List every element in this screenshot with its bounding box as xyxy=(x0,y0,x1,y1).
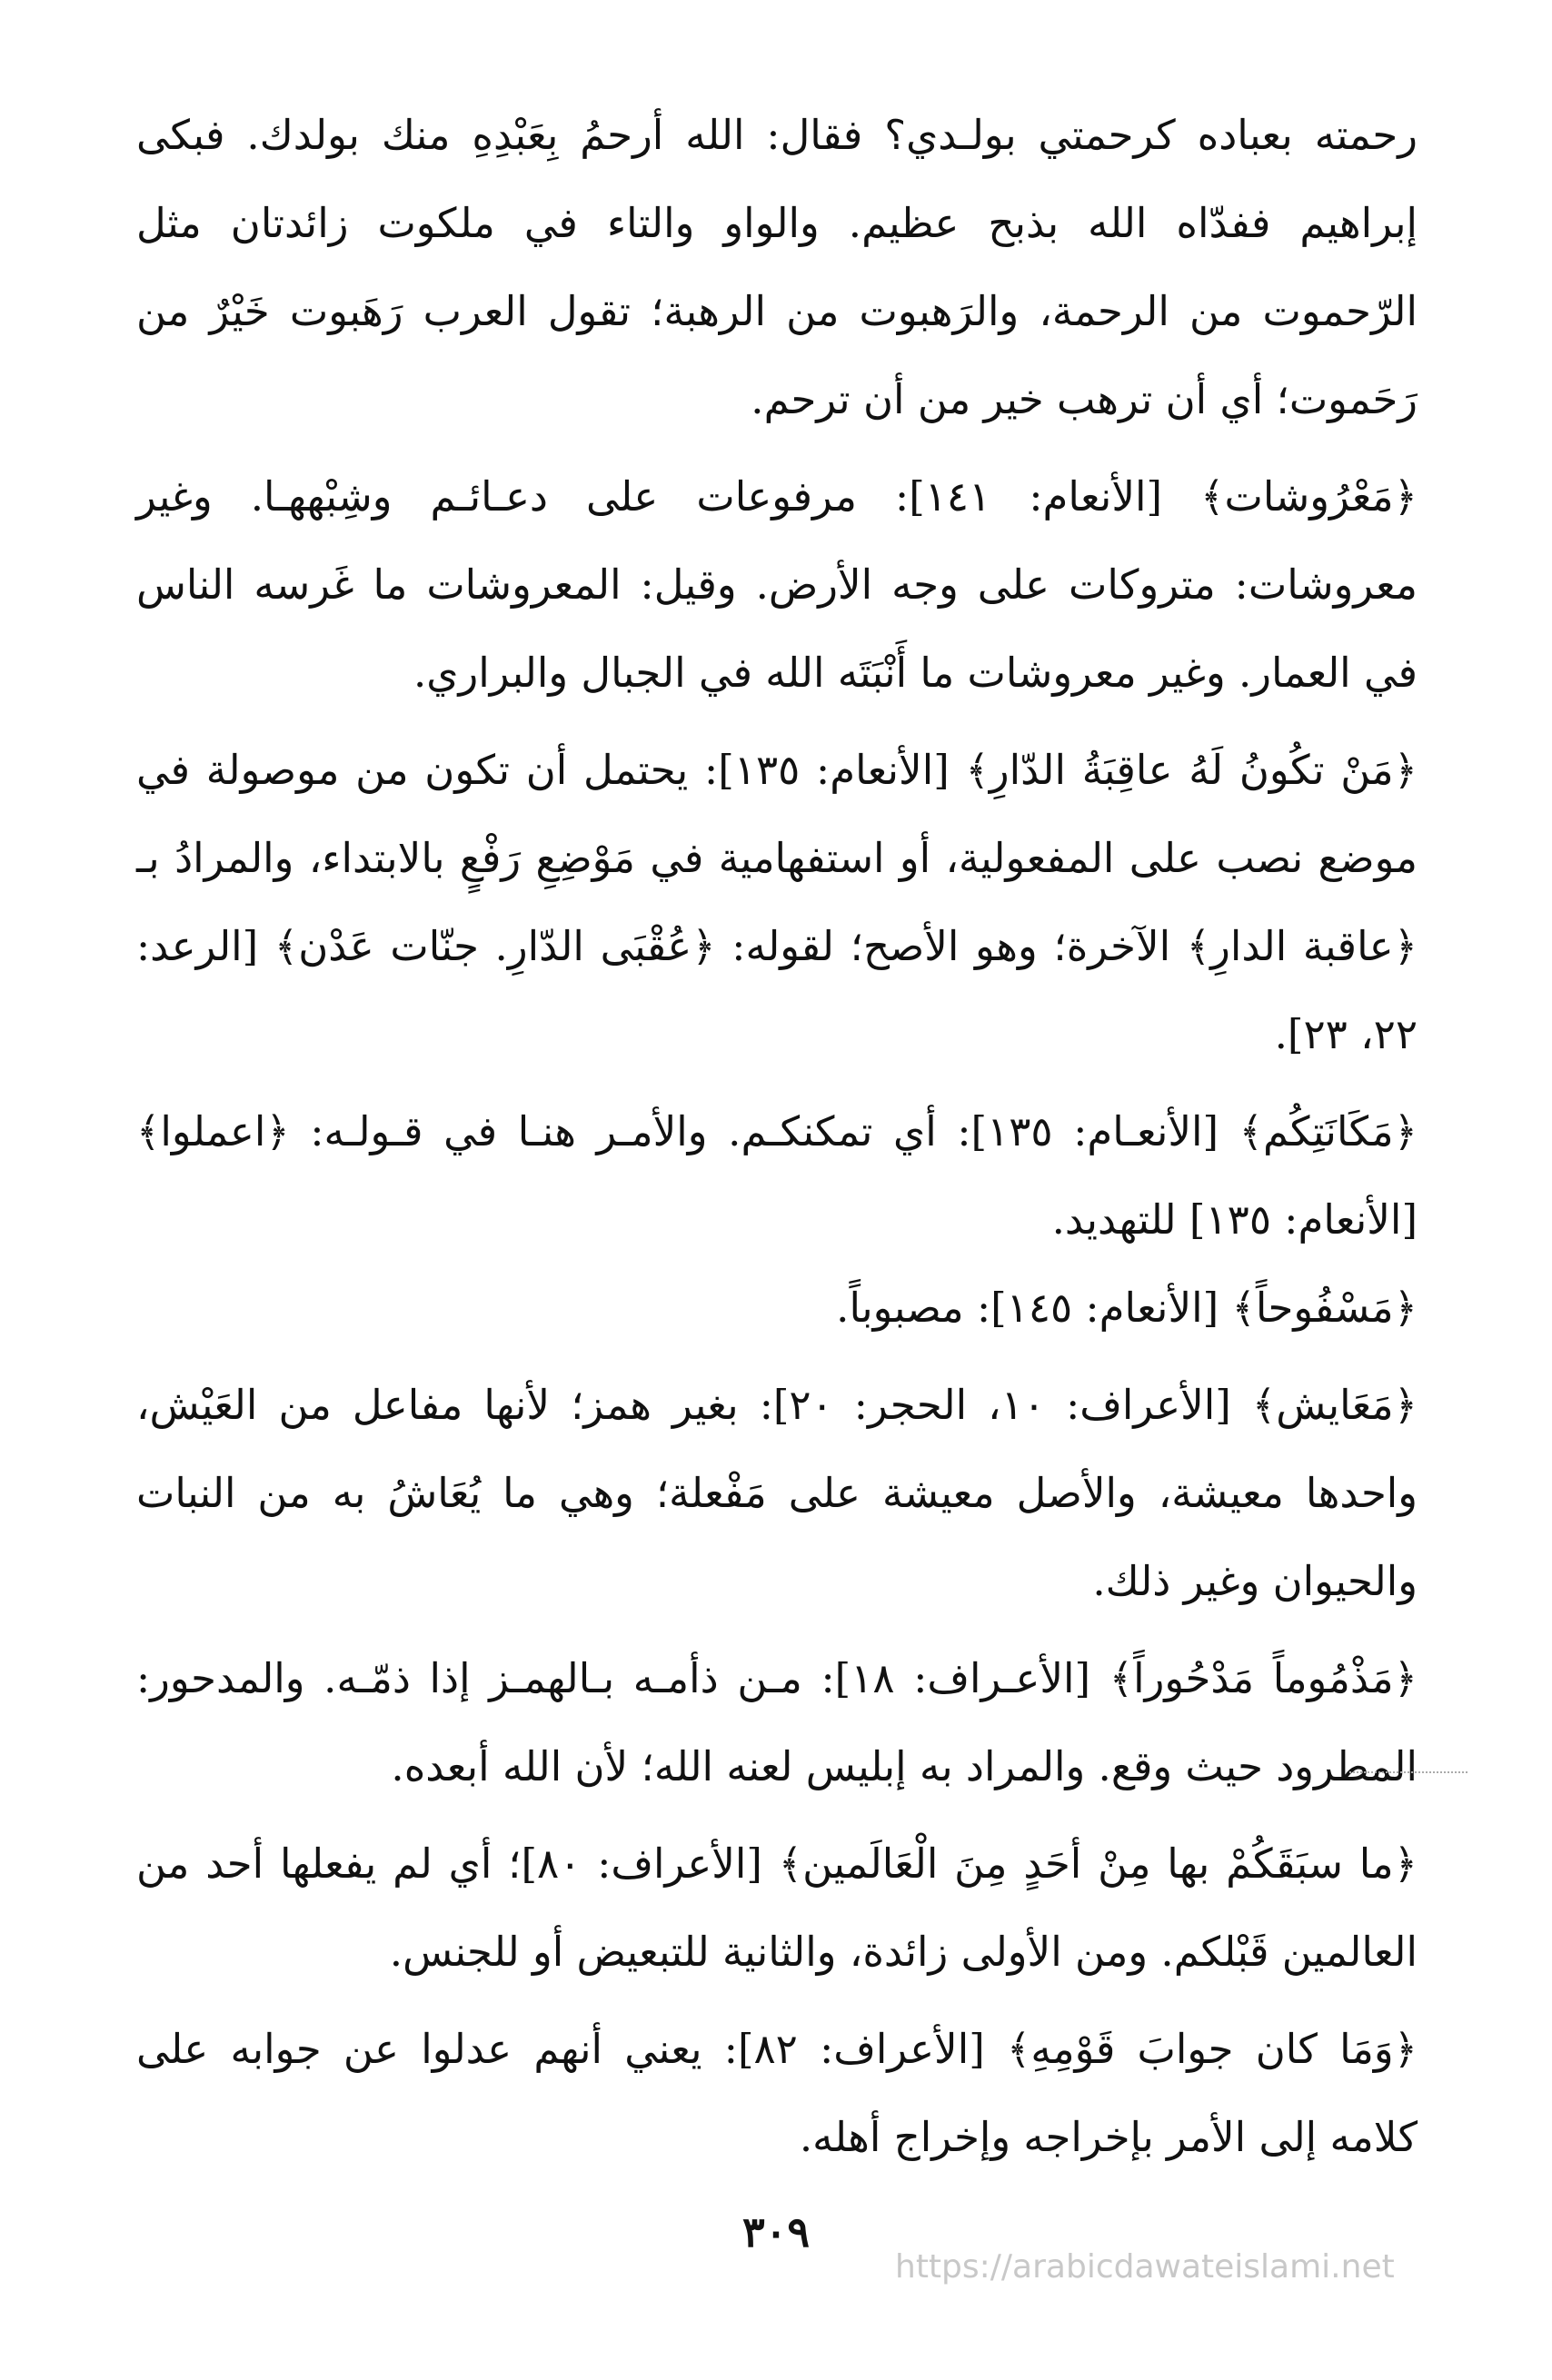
paragraph-masfuhan: ﴿مَسْفُوحاً﴾ [الأنعام: ١٤٥]: مصبوباً. xyxy=(836,1284,1418,1332)
page-body xyxy=(136,91,1418,2190)
paragraph-makanatikum: ﴿مَكَانَتِكُم﴾ [الأنعـام: ١٣٥]: أي تمكنكـم. والأمـر هنـا في قـولـه: ﴿اعملوا﴾ [الأنعام: ١٣٥] للتهديد. xyxy=(136,1107,1418,1244)
paragraph-aqibat-al-dar: ﴿مَنْ تكُونُ لَهُ عاقِبَةُ الدّارِ﴾ [الأنعام: ١٣٥]: يحتمل أن تكون من موصولة في موضع نصب على المفعولية، أو استفهامية في مَوْضِعِ رَفْعٍ بالابتداء، والمرادُ بـ ﴿عاقبة الدارِ﴾ الآخرة؛ وهو الأصح؛ لقوله: ﴿عُقْبَى الدّارِ. جنّات عَدْن﴾ [الرعد: ٢٢، ٢٣]. xyxy=(136,746,1418,1058)
paragraph-maroushat: ﴿مَعْرُوشات﴾ [الأنعام: ١٤١]: مرفوعات على دعـائـم وشِبْههـا. وغير معروشات: متروكات على وجه الأرض. وقيل: المعروشات ما غَرسه الناس في العمار. وغير معروشات ما أَنْبَتَه الله في الجبال والبراري. xyxy=(136,472,1418,697)
paragraph-jawab-qawmihi: ﴿وَمَا كان جوابَ قَوْمِهِ﴾ [الأعراف: ٨٢]: يعني أنهم عدلوا عن جوابه على كلامه إلى الأمر بإخراجه وإخراج أهله. xyxy=(136,2025,1418,2161)
paragraph-rahamut: رحمته بعباده كرحمتي بولـدي؟ فقال: الله أرحمُ بِعَبْدِهِ منك بولدك. فبكى إبراهيم ففدّاه الله بذبح عظيم. والواو والتاء في ملكوت زائدتان مثل الرّحموت من الرحمة، والرَهبوت من الرهبة؛ تقول العرب رَهَبوت خَيْرٌ من رَحَموت؛ أي أن ترهب خير من أن ترحم. xyxy=(136,111,1418,423)
paragraph-maayish: ﴿مَعَايش﴾ [الأعراف: ١٠، الحجر: ٢٠]: بغير همز؛ لأنها مفاعل من العَيْش، واحدها معيشة، والأصل معيشة على مَفْعلة؛ وهي ما يُعَاشُ به من النبات والحيوان وغير ذلك. xyxy=(136,1381,1418,1605)
margin-dotted-rule xyxy=(1349,1771,1467,1773)
paragraph-ma-sabaqakum: ﴿ما سبَقَكُمْ بها مِنْ أحَدٍ مِنَ الْعَالَمين﴾ [الأعراف: ٨٠]؛ أي لم يفعلها أحد من العالمين قَبْلكم. ومن الأولى زائدة، والثانية للتبعيض أو للجنس. xyxy=(136,1840,1418,1976)
watermark-url: https://arabicdawateislami.net xyxy=(895,2248,1395,2286)
paragraph-madhuman-madhuran: ﴿مَذْمُوماً مَدْحُوراً﴾ [الأعـراف: ١٨]: مـن ذأمـه بـالهمـز إذا ذمّـه. والمدحور: المطرود حيث وقع. والمراد به إبليس لعنه الله؛ لأن الله أبعده. xyxy=(136,1654,1418,1790)
page-number: ٣٠٩ xyxy=(741,2207,811,2256)
